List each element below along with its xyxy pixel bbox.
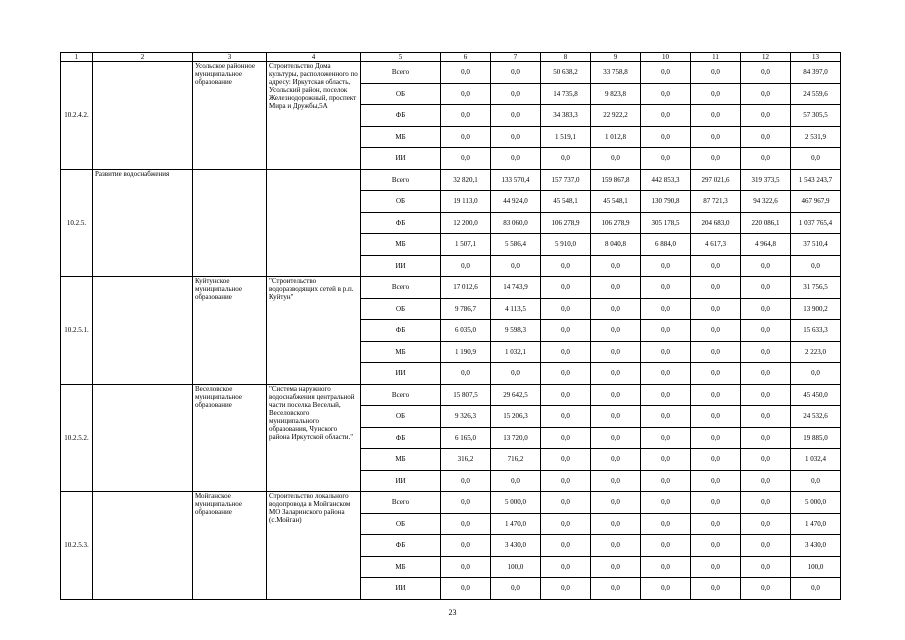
amount-cell: 12 200,0 xyxy=(441,212,491,234)
amount-cell: 133 570,4 xyxy=(491,169,541,191)
column-number-header: 13 xyxy=(791,53,841,62)
amount-cell: 0,0 xyxy=(741,363,791,385)
funding-source: Всего xyxy=(361,169,441,191)
amount-cell: 0,0 xyxy=(541,277,591,299)
amount-cell: 44 924,0 xyxy=(491,191,541,213)
funding-source: МБ xyxy=(361,234,441,256)
funding-table xyxy=(60,52,841,600)
amount-cell: 0,0 xyxy=(591,492,641,514)
amount-cell: 0,0 xyxy=(741,427,791,449)
amount-cell: 5 000,0 xyxy=(491,492,541,514)
amount-cell: 0,0 xyxy=(591,384,641,406)
column-number-header: 3 xyxy=(193,53,267,62)
amount-cell: 0,0 xyxy=(691,255,741,277)
item-code: 10.2.4.2. xyxy=(61,62,93,170)
amount-cell: 0,0 xyxy=(741,492,791,514)
municipality-name: Веселовское муниципальное образование xyxy=(193,384,267,492)
amount-cell: 0,0 xyxy=(741,148,791,170)
amount-cell: 0,0 xyxy=(641,578,691,600)
amount-cell: 0,0 xyxy=(441,148,491,170)
amount-cell: 0,0 xyxy=(641,492,691,514)
amount-cell: 0,0 xyxy=(641,427,691,449)
column-number-header: 8 xyxy=(541,53,591,62)
amount-cell: 0,0 xyxy=(741,384,791,406)
funding-source: ФБ xyxy=(361,535,441,557)
amount-cell: 0,0 xyxy=(741,320,791,342)
amount-cell: 1 032,1 xyxy=(491,341,541,363)
amount-cell: 0,0 xyxy=(741,578,791,600)
column-number-header: 6 xyxy=(441,53,491,62)
amount-cell: 0,0 xyxy=(691,363,741,385)
amount-cell: 0,0 xyxy=(491,105,541,127)
amount-cell: 1 470,0 xyxy=(491,513,541,535)
amount-cell: 0,0 xyxy=(591,341,641,363)
amount-cell: 0,0 xyxy=(491,363,541,385)
amount-cell: 0,0 xyxy=(591,148,641,170)
amount-cell: 0,0 xyxy=(541,470,591,492)
amount-cell: 0,0 xyxy=(641,341,691,363)
amount-cell: 100,0 xyxy=(791,556,841,578)
amount-cell: 0,0 xyxy=(441,255,491,277)
amount-cell: 0,0 xyxy=(541,384,591,406)
amount-cell: 29 642,5 xyxy=(491,384,541,406)
amount-cell: 0,0 xyxy=(741,62,791,84)
amount-cell: 0,0 xyxy=(641,449,691,471)
funding-source: ОБ xyxy=(361,513,441,535)
funding-source: ИИ xyxy=(361,470,441,492)
amount-cell: 0,0 xyxy=(641,83,691,105)
amount-cell: 5 000,0 xyxy=(791,492,841,514)
amount-cell: 1 507,1 xyxy=(441,234,491,256)
amount-cell: 9 786,7 xyxy=(441,298,491,320)
amount-cell: 0,0 xyxy=(441,126,491,148)
project-description: Строительство Дома культуры, расположенного по адресу: Иркутская область, Усольский район, поселок Железнодорожный, проспект Мира и Дружбы,5А xyxy=(267,62,361,170)
amount-cell: 0,0 xyxy=(641,320,691,342)
amount-cell: 2 223,0 xyxy=(791,341,841,363)
amount-cell: 0,0 xyxy=(541,255,591,277)
amount-cell: 0,0 xyxy=(741,406,791,428)
amount-cell: 0,0 xyxy=(741,255,791,277)
amount-cell: 0,0 xyxy=(741,341,791,363)
amount-cell: 0,0 xyxy=(441,470,491,492)
amount-cell: 0,0 xyxy=(591,277,641,299)
amount-cell: 316,2 xyxy=(441,449,491,471)
amount-cell: 0,0 xyxy=(691,126,741,148)
amount-cell: 5 586,4 xyxy=(491,234,541,256)
amount-cell: 0,0 xyxy=(691,83,741,105)
amount-cell: 0,0 xyxy=(741,298,791,320)
amount-cell: 0,0 xyxy=(641,406,691,428)
column-number-header: 9 xyxy=(591,53,641,62)
amount-cell: 2 531,9 xyxy=(791,126,841,148)
amount-cell: 45 450,0 xyxy=(791,384,841,406)
amount-cell: 0,0 xyxy=(441,556,491,578)
funding-source: ИИ xyxy=(361,363,441,385)
amount-cell: 0,0 xyxy=(441,578,491,600)
amount-cell: 0,0 xyxy=(491,148,541,170)
amount-cell: 0,0 xyxy=(591,578,641,600)
amount-cell: 0,0 xyxy=(541,341,591,363)
amount-cell: 15 206,3 xyxy=(491,406,541,428)
amount-cell: 0,0 xyxy=(741,556,791,578)
amount-cell: 0,0 xyxy=(641,277,691,299)
amount-cell: 34 383,3 xyxy=(541,105,591,127)
amount-cell: 0,0 xyxy=(791,470,841,492)
amount-cell: 0,0 xyxy=(441,105,491,127)
amount-cell: 0,0 xyxy=(791,148,841,170)
amount-cell: 0,0 xyxy=(641,363,691,385)
amount-cell: 0,0 xyxy=(691,62,741,84)
amount-cell: 0,0 xyxy=(441,492,491,514)
amount-cell: 0,0 xyxy=(741,105,791,127)
amount-cell: 1 012,8 xyxy=(591,126,641,148)
amount-cell: 0,0 xyxy=(641,470,691,492)
column-number-header: 4 xyxy=(267,53,361,62)
amount-cell: 4 617,3 xyxy=(691,234,741,256)
amount-cell: 31 756,5 xyxy=(791,277,841,299)
funding-source: Всего xyxy=(361,277,441,299)
amount-cell: 5 910,0 xyxy=(541,234,591,256)
amount-cell: 0,0 xyxy=(691,449,741,471)
funding-source: ОБ xyxy=(361,83,441,105)
amount-cell: 0,0 xyxy=(791,255,841,277)
amount-cell: 0,0 xyxy=(541,406,591,428)
amount-cell: 37 510,4 xyxy=(791,234,841,256)
amount-cell: 0,0 xyxy=(491,255,541,277)
table-row xyxy=(61,277,841,299)
amount-cell: 87 721,3 xyxy=(691,191,741,213)
amount-cell: 0,0 xyxy=(541,427,591,449)
municipality-name: Усольское районное муниципальное образование xyxy=(193,62,267,170)
amount-cell: 0,0 xyxy=(691,427,741,449)
funding-source: МБ xyxy=(361,449,441,471)
column-number-header: 2 xyxy=(93,53,193,62)
amount-cell: 0,0 xyxy=(741,277,791,299)
amount-cell: 14 735,8 xyxy=(541,83,591,105)
amount-cell: 94 322,6 xyxy=(741,191,791,213)
amount-cell: 0,0 xyxy=(541,363,591,385)
amount-cell: 19 113,0 xyxy=(441,191,491,213)
amount-cell: 0,0 xyxy=(691,341,741,363)
table-row xyxy=(61,62,841,84)
item-name xyxy=(93,384,193,492)
amount-cell: 1 543 243,7 xyxy=(791,169,841,191)
amount-cell: 0,0 xyxy=(741,449,791,471)
table-row xyxy=(61,169,841,191)
amount-cell: 0,0 xyxy=(541,298,591,320)
amount-cell: 0,0 xyxy=(541,449,591,471)
amount-cell: 0,0 xyxy=(691,298,741,320)
amount-cell: 32 820,1 xyxy=(441,169,491,191)
item-code: 10.2.5. xyxy=(61,169,93,277)
table-row xyxy=(61,384,841,406)
amount-cell: 1 519,1 xyxy=(541,126,591,148)
column-number-header: 12 xyxy=(741,53,791,62)
amount-cell: 4 964,8 xyxy=(741,234,791,256)
amount-cell: 0,0 xyxy=(641,513,691,535)
amount-cell: 0,0 xyxy=(541,556,591,578)
amount-cell: 159 867,8 xyxy=(591,169,641,191)
funding-source: Всего xyxy=(361,384,441,406)
amount-cell: 0,0 xyxy=(691,105,741,127)
amount-cell: 50 638,2 xyxy=(541,62,591,84)
amount-cell: 106 278,9 xyxy=(591,212,641,234)
project-description: Строительство локального водопровода в Мойганском МО Заларинского района (с.Мойган) xyxy=(267,492,361,600)
amount-cell: 130 790,8 xyxy=(641,191,691,213)
amount-cell: 14 743,9 xyxy=(491,277,541,299)
amount-cell: 0,0 xyxy=(491,578,541,600)
amount-cell: 1 190,9 xyxy=(441,341,491,363)
amount-cell: 0,0 xyxy=(741,126,791,148)
municipality-name: Куйтунское муниципальное образование xyxy=(193,277,267,385)
item-name xyxy=(93,62,193,170)
amount-cell: 0,0 xyxy=(641,148,691,170)
item-code: 10.2.5.3. xyxy=(61,492,93,600)
amount-cell: 0,0 xyxy=(591,363,641,385)
column-number-header: 11 xyxy=(691,53,741,62)
amount-cell: 4 113,5 xyxy=(491,298,541,320)
amount-cell: 1 032,4 xyxy=(791,449,841,471)
amount-cell: 3 430,0 xyxy=(791,535,841,557)
funding-source: ФБ xyxy=(361,320,441,342)
amount-cell: 0,0 xyxy=(591,406,641,428)
amount-cell: 0,0 xyxy=(491,126,541,148)
amount-cell: 0,0 xyxy=(441,535,491,557)
amount-cell: 84 397,0 xyxy=(791,62,841,84)
amount-cell: 0,0 xyxy=(541,535,591,557)
item-name xyxy=(93,492,193,600)
amount-cell: 0,0 xyxy=(641,556,691,578)
amount-cell: 0,0 xyxy=(641,535,691,557)
amount-cell: 0,0 xyxy=(541,148,591,170)
funding-source: ОБ xyxy=(361,406,441,428)
amount-cell: 6 035,0 xyxy=(441,320,491,342)
amount-cell: 0,0 xyxy=(591,255,641,277)
amount-cell: 0,0 xyxy=(741,83,791,105)
amount-cell: 0,0 xyxy=(541,578,591,600)
amount-cell: 0,0 xyxy=(691,384,741,406)
amount-cell: 45 548,1 xyxy=(591,191,641,213)
municipality-name: Мойганское муниципальное образование xyxy=(193,492,267,600)
amount-cell: 0,0 xyxy=(591,320,641,342)
amount-cell: 100,0 xyxy=(491,556,541,578)
column-number-header: 5 xyxy=(361,53,441,62)
amount-cell: 0,0 xyxy=(741,535,791,557)
amount-cell: 0,0 xyxy=(691,470,741,492)
funding-source: Всего xyxy=(361,62,441,84)
amount-cell: 45 548,1 xyxy=(541,191,591,213)
amount-cell: 0,0 xyxy=(691,513,741,535)
amount-cell: 297 021,6 xyxy=(691,169,741,191)
amount-cell: 9 326,3 xyxy=(441,406,491,428)
amount-cell: 0,0 xyxy=(591,298,641,320)
amount-cell: 9 598,3 xyxy=(491,320,541,342)
amount-cell: 0,0 xyxy=(641,298,691,320)
amount-cell: 6 165,0 xyxy=(441,427,491,449)
amount-cell: 0,0 xyxy=(741,513,791,535)
amount-cell: 8 040,8 xyxy=(591,234,641,256)
project-description: "Строительство водоразводящих сетей в р.п. Куйтун" xyxy=(267,277,361,385)
amount-cell: 0,0 xyxy=(641,105,691,127)
funding-source: ИИ xyxy=(361,578,441,600)
funding-source: МБ xyxy=(361,556,441,578)
amount-cell: 57 305,5 xyxy=(791,105,841,127)
amount-cell: 0,0 xyxy=(591,535,641,557)
amount-cell: 0,0 xyxy=(491,470,541,492)
amount-cell: 0,0 xyxy=(491,62,541,84)
amount-cell: 13 720,0 xyxy=(491,427,541,449)
item-code: 10.2.5.2. xyxy=(61,384,93,492)
amount-cell: 106 278,9 xyxy=(541,212,591,234)
amount-cell: 0,0 xyxy=(541,513,591,535)
amount-cell: 0,0 xyxy=(591,470,641,492)
item-name xyxy=(93,277,193,385)
amount-cell: 220 086,1 xyxy=(741,212,791,234)
amount-cell: 0,0 xyxy=(641,255,691,277)
amount-cell: 0,0 xyxy=(641,384,691,406)
funding-source: ФБ xyxy=(361,212,441,234)
amount-cell: 6 884,0 xyxy=(641,234,691,256)
amount-cell: 0,0 xyxy=(591,513,641,535)
funding-source: ФБ xyxy=(361,105,441,127)
column-number-header: 10 xyxy=(641,53,691,62)
amount-cell: 3 430,0 xyxy=(491,535,541,557)
funding-source: ФБ xyxy=(361,427,441,449)
amount-cell: 0,0 xyxy=(591,556,641,578)
amount-cell: 24 532,6 xyxy=(791,406,841,428)
amount-cell: 0,0 xyxy=(591,449,641,471)
amount-cell: 0,0 xyxy=(691,535,741,557)
column-number-header: 7 xyxy=(491,53,541,62)
funding-source: МБ xyxy=(361,126,441,148)
amount-cell: 9 823,8 xyxy=(591,83,641,105)
amount-cell: 13 900,2 xyxy=(791,298,841,320)
amount-cell: 0,0 xyxy=(441,83,491,105)
amount-cell: 305 178,5 xyxy=(641,212,691,234)
amount-cell: 0,0 xyxy=(541,492,591,514)
amount-cell: 0,0 xyxy=(691,320,741,342)
amount-cell: 0,0 xyxy=(691,406,741,428)
funding-source: Всего xyxy=(361,492,441,514)
amount-cell: 0,0 xyxy=(691,492,741,514)
amount-cell: 0,0 xyxy=(441,62,491,84)
funding-source: ОБ xyxy=(361,298,441,320)
amount-cell: 0,0 xyxy=(691,578,741,600)
municipality-name xyxy=(193,169,267,277)
amount-cell: 319 373,5 xyxy=(741,169,791,191)
amount-cell: 0,0 xyxy=(641,126,691,148)
page-number: 23 xyxy=(448,608,457,617)
amount-cell: 19 885,0 xyxy=(791,427,841,449)
amount-cell: 17 012,6 xyxy=(441,277,491,299)
amount-cell: 15 807,5 xyxy=(441,384,491,406)
amount-cell: 0,0 xyxy=(591,427,641,449)
item-code: 10.2.5.1. xyxy=(61,277,93,385)
amount-cell: 157 737,0 xyxy=(541,169,591,191)
amount-cell: 0,0 xyxy=(691,556,741,578)
amount-cell: 442 853,3 xyxy=(641,169,691,191)
project-description: "Система наружного водоснабжения центральной части поселка Веселый, Веселовского муниципального образования, Чунского района Иркутской области." xyxy=(267,384,361,492)
amount-cell: 1 037 765,4 xyxy=(791,212,841,234)
project-description xyxy=(267,169,361,277)
amount-cell: 33 758,8 xyxy=(591,62,641,84)
funding-source: ОБ xyxy=(361,191,441,213)
amount-cell: 204 683,0 xyxy=(691,212,741,234)
table-row xyxy=(61,492,841,514)
amount-cell: 0,0 xyxy=(791,578,841,600)
amount-cell: 0,0 xyxy=(741,470,791,492)
amount-cell: 22 922,2 xyxy=(591,105,641,127)
amount-cell: 0,0 xyxy=(441,513,491,535)
column-number-header: 1 xyxy=(61,53,93,62)
table-header-row xyxy=(61,53,841,62)
amount-cell: 24 559,6 xyxy=(791,83,841,105)
item-name: Развитие водоснабжения xyxy=(93,169,193,277)
amount-cell: 83 060,0 xyxy=(491,212,541,234)
amount-cell: 467 967,9 xyxy=(791,191,841,213)
funding-source: ИИ xyxy=(361,148,441,170)
amount-cell: 0,0 xyxy=(641,62,691,84)
amount-cell: 0,0 xyxy=(491,83,541,105)
amount-cell: 0,0 xyxy=(691,148,741,170)
amount-cell: 716,2 xyxy=(491,449,541,471)
amount-cell: 1 470,0 xyxy=(791,513,841,535)
amount-cell: 0,0 xyxy=(791,363,841,385)
funding-source: ИИ xyxy=(361,255,441,277)
funding-source: МБ xyxy=(361,341,441,363)
amount-cell: 0,0 xyxy=(441,363,491,385)
amount-cell: 0,0 xyxy=(541,320,591,342)
amount-cell: 0,0 xyxy=(691,277,741,299)
amount-cell: 15 633,3 xyxy=(791,320,841,342)
